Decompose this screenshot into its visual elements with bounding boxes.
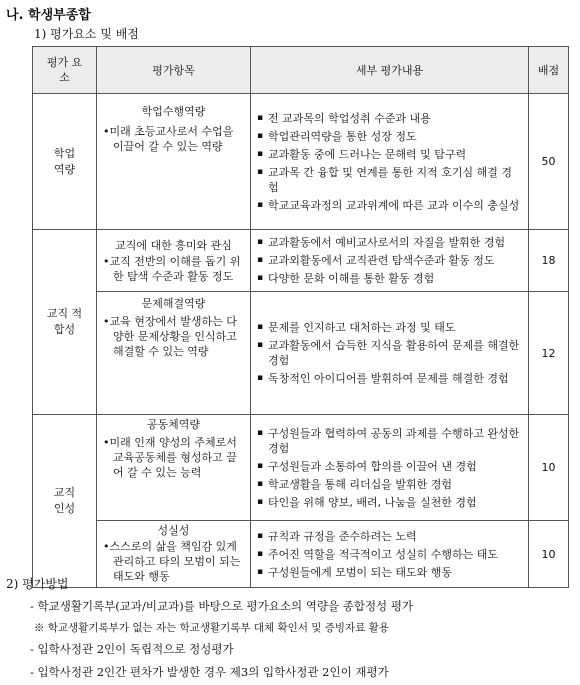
evaluation-table — [32, 46, 569, 588]
score-cell: 18 — [529, 230, 569, 292]
details-cell — [251, 94, 529, 230]
item-name: 성실성 — [157, 524, 190, 537]
detail-item: ▪ 교과외활동에서 교직관련 탐색수준과 활동 정도 — [257, 253, 522, 268]
detail-item: ▪ 교과목 간 융합 및 연계를 통한 지적 호기심 해결 경험 — [257, 165, 522, 195]
table-header-row — [33, 47, 569, 94]
item-name: 교직에 대한 흥미와 관심 — [115, 238, 232, 252]
score-cell: 50 — [529, 94, 569, 230]
item-description: •교직 전반의 이해를 돕기 위한 탐색 수준과 활동 정도 — [103, 254, 241, 283]
subsection-title-evaluation-elements: 1) 평가요소 및 배점 — [34, 27, 139, 41]
score-cell: 10 — [529, 521, 569, 588]
table-row — [33, 94, 569, 230]
header-element: 평가 요소 — [33, 47, 97, 94]
table-row — [33, 415, 569, 521]
score-cell: 10 — [529, 415, 569, 521]
details-cell — [251, 292, 529, 415]
detail-item: ▪ 규칙과 규정을 준수하려는 노력 — [257, 529, 522, 544]
item-description: •미래 인재 양성의 주체로서 교육공동체를 형성하고 끌어 갈 수 있는 능력 — [103, 436, 237, 479]
method-line-1: - 학교생활기록부(교과/비교과)를 바탕으로 평가요소의 역량을 종합정성 평가 — [30, 599, 414, 613]
detail-item: ▪ 문제를 인지하고 대처하는 과정 및 태도 — [257, 320, 522, 335]
detail-item: ▪ 독창적인 아이디어를 발휘하여 문제를 해결한 경험 — [257, 371, 522, 386]
detail-item: ▪ 전 교과목의 학업성취 수준과 내용 — [257, 111, 522, 126]
details-cell — [251, 415, 529, 521]
element-cell: 교직 적합성 — [33, 230, 97, 415]
header-details: 세부 평가내용 — [251, 47, 529, 94]
detail-item: ▪ 학교교육과정의 교과위계에 따른 교과 이수의 충실성 — [257, 198, 522, 213]
detail-item: ▪ 학업관리역량을 통한 성장 정도 — [257, 129, 522, 144]
header-score: 배점 — [529, 47, 569, 94]
item-name: 문제해결역량 — [141, 297, 206, 310]
item-name: 공동체역량 — [146, 418, 201, 431]
detail-item: ▪ 주어진 역할을 적극적이고 성실히 수행하는 태도 — [257, 547, 522, 562]
detail-item: ▪ 교과활동에서 습득한 지식을 활용하여 문제를 해결한 경험 — [257, 338, 522, 368]
detail-item: ▪ 구성원들과 소통하여 합의를 이끌어 낸 경험 — [257, 459, 522, 474]
table-row — [33, 521, 569, 588]
method-note: ※ 학교생활기록부가 없는 자는 학교생활기록부 대체 확인서 및 증빙자료 활용 — [34, 622, 389, 634]
subsection-title-evaluation-method: 2) 평가방법 — [6, 577, 69, 591]
element-cell: 학업 역량 — [33, 94, 97, 230]
item-name: 학업수행역량 — [141, 105, 206, 118]
header-item: 평가항목 — [97, 47, 251, 94]
item-cell — [97, 521, 251, 588]
detail-item: ▪ 학교생활을 통해 리더십을 발휘한 경험 — [257, 477, 522, 492]
section-title: 나. 학생부종합 — [6, 8, 91, 23]
item-description: •스스로의 삶을 책임감 있게 관리하고 타의 모범이 되는 태도와 행동 — [103, 540, 241, 583]
item-cell — [97, 230, 251, 292]
details-cell — [251, 230, 529, 292]
detail-item: ▪ 교과활동에서 예비교사로서의 자질을 발휘한 경험 — [257, 235, 522, 250]
item-cell — [97, 94, 251, 230]
method-line-2: - 입학사정관 2인이 독립적으로 정성평가 — [30, 642, 234, 656]
item-cell — [97, 292, 251, 415]
item-cell — [97, 415, 251, 521]
table-row — [33, 230, 569, 292]
score-cell: 12 — [529, 292, 569, 415]
detail-item: ▪ 구성원들에게 모범이 되는 태도와 행동 — [257, 565, 522, 580]
element-cell: 교직 인성 — [33, 415, 97, 588]
detail-item: ▪ 교과활동 중에 드러나는 문해력 및 탐구력 — [257, 147, 522, 162]
method-line-3: - 입학사정관 2인간 편차가 발생한 경우 제3의 입학사정관 2인이 재평가 — [30, 665, 389, 679]
item-description: •교육 현장에서 발생하는 다양한 문제상황을 인식하고 해결할 수 있는 역량 — [103, 315, 237, 358]
detail-item: ▪ 타인을 위해 양보, 배려, 나눔을 실천한 경험 — [257, 495, 522, 510]
item-description: •미래 초등교사로서 수업을 이끌어 갈 수 있는 역량 — [103, 125, 234, 153]
table-row — [33, 292, 569, 415]
details-cell — [251, 521, 529, 588]
detail-item: ▪ 다양한 문화 이해를 통한 활동 경험 — [257, 271, 522, 286]
detail-item: ▪ 구성원들과 협력하여 공동의 과제를 수행하고 완성한 경험 — [257, 426, 522, 456]
